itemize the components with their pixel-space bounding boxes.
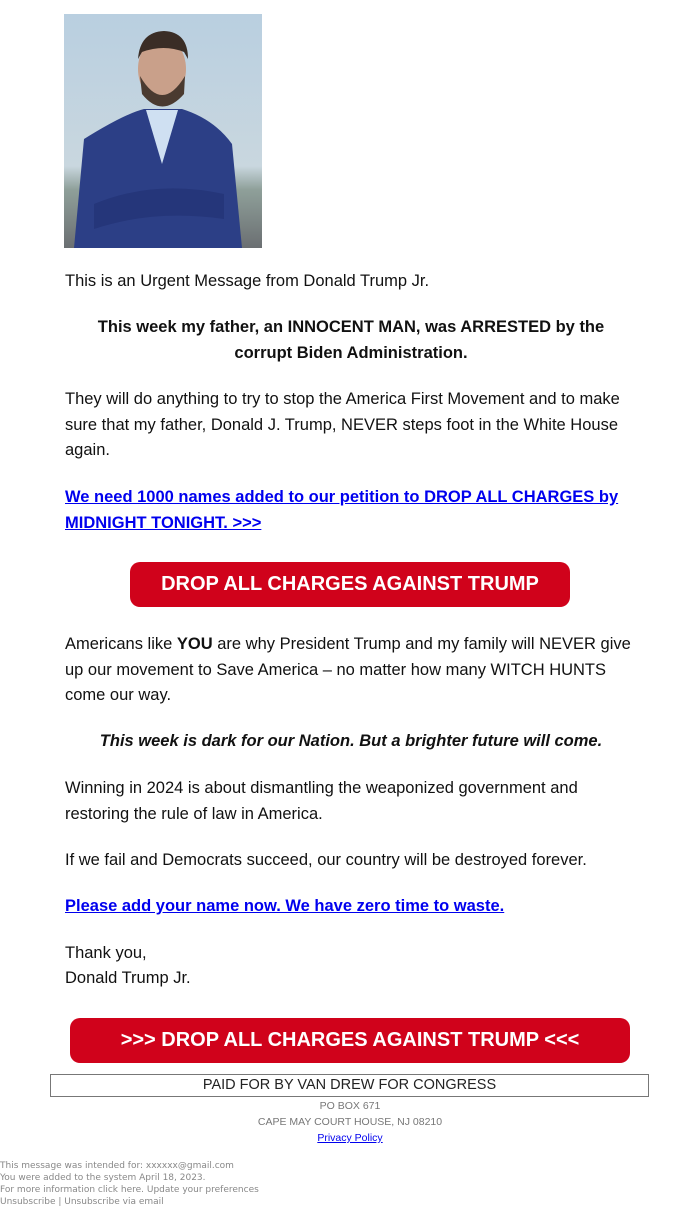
add-name-link[interactable]: Please add your name now. We have zero time to waste. xyxy=(65,897,505,915)
privacy-policy-link[interactable]: Privacy Policy xyxy=(317,1132,383,1144)
paragraph xyxy=(65,632,637,709)
emphasis: YOU xyxy=(176,635,213,653)
paragraph: They will do anything to try to stop the America First Movement and to make sure that my father, Donald J. Trump, NEVER steps foot in the White House again. xyxy=(65,390,620,459)
text: are why President Trump and my family will NEVER give up our movement to Save America – no matter how many WITCH HUNTS come our way. xyxy=(65,635,631,704)
unsubscribe-link[interactable]: Unsubscribe xyxy=(0,1197,56,1207)
signature: Donald Trump Jr. xyxy=(65,969,191,987)
unsubscribe-row xyxy=(0,1196,164,1208)
header-photo xyxy=(64,14,262,248)
paragraph: If we fail and Democrats succeed, our country will be destroyed forever. xyxy=(65,851,587,869)
signoff: Thank you, xyxy=(65,944,147,962)
paid-for-box: PAID FOR BY VAN DREW FOR CONGRESS xyxy=(50,1074,649,1097)
address-line: CAPE MAY COURT HOUSE, NJ 08210 xyxy=(257,1116,443,1128)
unsubscribe-email-link[interactable]: Unsubscribe via email xyxy=(64,1197,164,1207)
headline: This week my father, an INNOCENT MAN, was ARRESTED by the corrupt Biden Administration. xyxy=(97,318,605,362)
petition-link[interactable]: We need 1000 names added to our petition to DROP ALL CHARGES by MIDNIGHT TONIGHT. >>> xyxy=(65,488,619,532)
added-text: You were added to the system April 18, 2023. xyxy=(0,1173,206,1183)
text: Americans like xyxy=(65,635,177,653)
separator: | xyxy=(55,1197,65,1207)
drop-charges-button-bottom[interactable]: >>> DROP ALL CHARGES AGAINST TRUMP <<< xyxy=(70,1018,630,1063)
address-line: PO BOX 671 xyxy=(319,1100,381,1112)
more-info-text[interactable]: For more information click here. Update your preferences xyxy=(0,1185,259,1195)
italic-statement: This week is dark for our Nation. But a brighter future will come. xyxy=(99,732,603,750)
drop-charges-button[interactable]: DROP ALL CHARGES AGAINST TRUMP xyxy=(130,562,570,607)
intended-text: This message was intended for: xxxxxx@gmail.com xyxy=(0,1161,234,1171)
paragraph: Winning in 2024 is about dismantling the weaponized government and restoring the rule of law in America. xyxy=(65,779,578,823)
intro-text: This is an Urgent Message from Donald Trump Jr. xyxy=(65,272,430,290)
